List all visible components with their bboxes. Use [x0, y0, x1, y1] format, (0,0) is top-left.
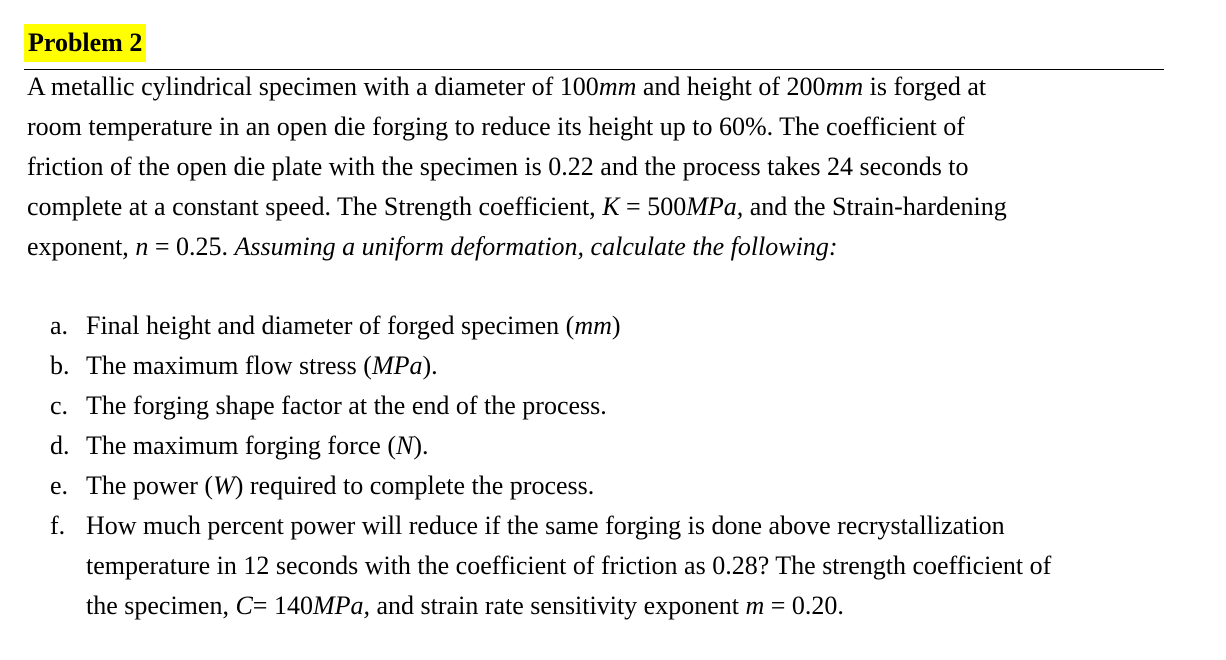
statement-line-5 [27, 227, 1187, 267]
list-item-text [86, 586, 1200, 626]
unit-mpa: MPa, [312, 591, 371, 620]
text-span: A metallic cylindrical specimen with a diameter of 100 [27, 72, 599, 101]
unit-text: W [213, 471, 235, 500]
text-span: is forged at [863, 72, 987, 101]
symbol-m: m [745, 591, 765, 620]
text-span: exponent, [27, 232, 136, 261]
list-item-text [86, 346, 1200, 386]
problem-title-text: Problem 2 [28, 28, 143, 57]
list-marker: c. [50, 391, 69, 420]
list-item-text: How much percent power will reduce if the same forging is done above recrystallization [86, 511, 1005, 540]
list-item-text [86, 426, 1200, 466]
symbol-k: K [602, 192, 620, 221]
list-marker: e. [50, 471, 69, 500]
list-item [50, 426, 1200, 466]
text-span: The power ( [86, 471, 214, 500]
text-span: = 500 [619, 192, 687, 221]
text-span: ) [611, 311, 621, 340]
text-span: ). [422, 351, 438, 380]
statement-line-1 [27, 67, 1187, 107]
text-span: Final height and diameter of forged specimen ( [86, 311, 575, 340]
text-span: the specimen, [86, 591, 236, 620]
text-span: = 0.20. [764, 591, 844, 620]
unit-mm: mm [825, 72, 864, 101]
list-marker: a. [50, 311, 69, 340]
text-span: complete at a constant speed. The Strength coefficient, [27, 192, 603, 221]
symbol-n: n [135, 232, 149, 261]
list-marker: d. [50, 431, 70, 460]
list-item [50, 506, 1200, 626]
statement-line-4 [27, 187, 1187, 227]
list-item [50, 386, 1200, 426]
statement-line-3: friction of the open die plate with the specimen is 0.22 and the process takes 24 seconds to [27, 152, 969, 181]
list-item [50, 306, 1200, 346]
unit-text: mm [574, 311, 612, 340]
text-span: and strain rate sensitivity exponent [370, 591, 746, 620]
text-span: and height of 200 [636, 72, 826, 101]
unit-text: MPa [371, 351, 423, 380]
text-span: = 140 [252, 591, 313, 620]
list-item [50, 346, 1200, 386]
list-marker: b. [50, 351, 70, 380]
list-item [50, 466, 1200, 506]
unit-text: N [395, 431, 414, 460]
text-span: ). [413, 431, 429, 460]
text-span: and the Strain-hardening [743, 192, 1007, 221]
unit-mpa: MPa, [686, 192, 744, 221]
text-span: ) required to complete the process. [234, 471, 595, 500]
problem-title [24, 24, 146, 62]
text-span: The maximum flow stress ( [86, 351, 372, 380]
symbol-c: C [235, 591, 253, 620]
list-item-text: The forging shape factor at the end of the process. [86, 391, 607, 420]
text-span: = 0.25. [148, 232, 235, 261]
text-span: The maximum forging force ( [86, 431, 396, 460]
problem-statement [27, 67, 1187, 267]
list-item-text [86, 466, 1200, 506]
question-list [50, 306, 1200, 626]
unit-mm: mm [598, 72, 637, 101]
instruction-text: Assuming a uniform deformation, calculate the following: [234, 232, 838, 261]
list-item-text: temperature in 12 seconds with the coefficient of friction as 0.28? The strength coefficient of [86, 551, 1052, 580]
list-item-text [86, 306, 1200, 346]
statement-line-2: room temperature in an open die forging to reduce its height up to 60%. The coefficient of [27, 112, 965, 141]
list-marker: f. [50, 511, 66, 540]
